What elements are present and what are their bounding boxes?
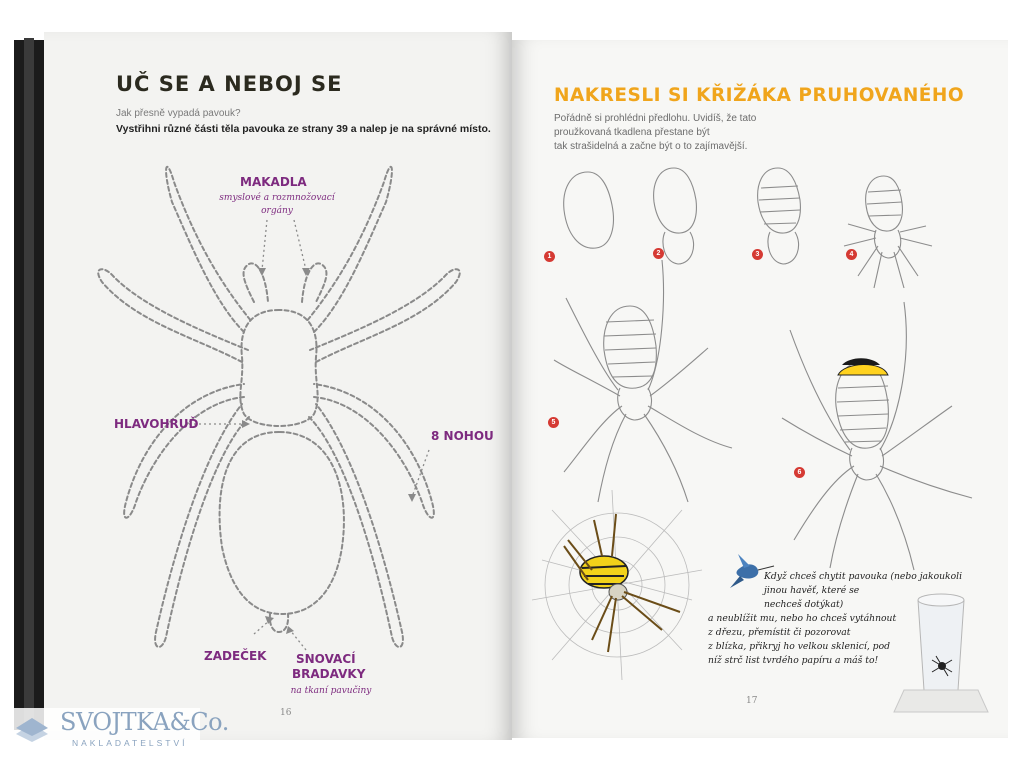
step-badge-1: 1 [544,251,555,262]
label-makadla: MAKADLA [240,175,307,189]
right-page-title: NAKRESLI SI KŘIŽÁKA PRUHOVANÉHO [554,85,965,106]
publisher-logo [10,708,229,754]
tip-note-line-7: níž strč list tvrdého papíru a máš to! [708,655,879,666]
tip-note-line-2: jinou havěť, které se [764,585,860,596]
label-hlavohrud: HLAVOHRUĎ [114,417,199,431]
tip-note-line-1: Když chceš chytit pavouka (nebo jakoukoli [764,571,963,582]
label-snovaci-2: BRADAVKY [292,667,366,681]
label-zadecek: ZADEČEK [204,649,267,663]
right-page [512,40,1008,738]
step-badge-3: 3 [752,249,763,260]
label-makadla-note-1: smyslové a rozmnožovací [219,193,335,203]
tip-note [708,570,963,668]
left-page-subtitle: Jak přesně vypadá pavouk? [116,108,241,119]
tip-note-line-5: z dřezu, přemístit či pozorovat [708,627,851,638]
step-badge-4: 4 [846,249,857,260]
left-page-instruction: Vystřihni různé části těla pavouka ze strany 39 a nalep je na správné místo. [116,123,491,135]
tip-note-line-6: z blízka, přikryj ho velkou sklenicí, pod [708,641,890,652]
left-page-title: UČ SE A NEBOJ SE [116,72,343,96]
right-page-intro-line-2: tak strašidelná a začne být o to zajímavější. [554,141,748,152]
label-8-nohou: 8 NOHOU [431,429,494,443]
page-number-left: 16 [280,708,292,718]
step-badge-2: 2 [653,248,664,259]
label-makadla-note-2: orgány [261,206,293,216]
publisher-book-icon [12,712,52,744]
label-snovaci-1: SNOVACÍ [296,652,356,666]
publisher-sub: NAKLADATELSTVÍ [72,738,188,748]
page-number-right: 17 [746,696,758,706]
tip-note-line-3: nechceš dotýkat) [764,599,844,610]
step-badge-6: 6 [794,467,805,478]
tip-note-line-4: a neublížit mu, nebo ho chceš vytáhnout [708,613,897,624]
label-snovaci-note: na tkaní pavučiny [290,686,372,696]
spider-photo [564,514,680,652]
step-badge-5: 5 [548,417,559,428]
right-page-intro-line-1: Pořádně si prohlédni předlohu. Uvidíš, že tato proužkovaná tkadlena přestane být [554,113,757,138]
book-edge-inner [24,38,34,728]
spider-outline-diagram [44,32,512,740]
left-page [44,32,512,740]
publisher-brand: SVOJTKA&Co. [60,708,229,736]
